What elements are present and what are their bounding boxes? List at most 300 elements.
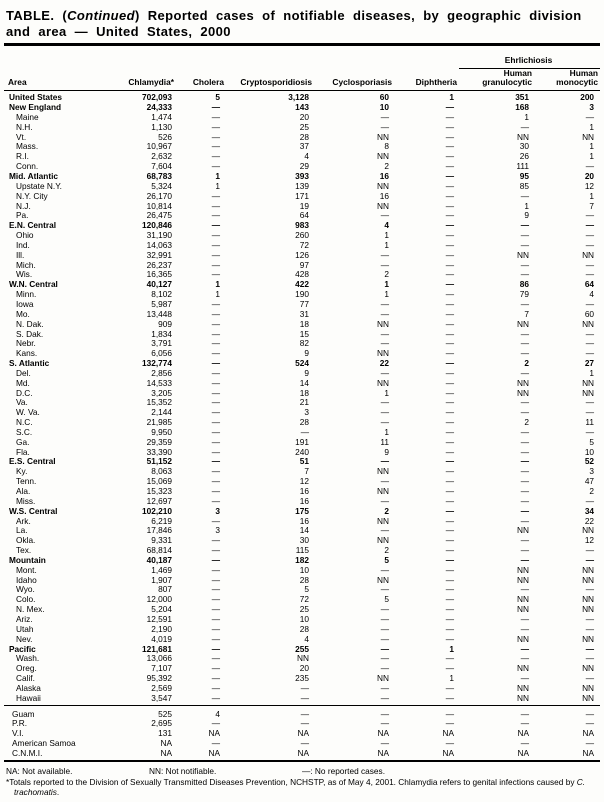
- value-cell: 4,019: [151, 633, 172, 644]
- value-cell: 31,190: [146, 230, 172, 241]
- area-cell: R.I.: [16, 151, 29, 162]
- value-cell: 52: [584, 456, 595, 467]
- area-cell: Ohio: [16, 230, 34, 241]
- value-cell: 8,063: [151, 466, 172, 477]
- table-row: [4, 476, 600, 486]
- value-cell: 97: [299, 259, 309, 270]
- value-cell: —: [211, 269, 220, 280]
- value-cell: 10,814: [146, 200, 172, 211]
- value-cell: —: [211, 299, 220, 309]
- value-cell: 1: [524, 200, 530, 211]
- area-cell: Tex.: [16, 545, 32, 556]
- value-cell: —: [445, 604, 455, 615]
- value-cell: 22: [584, 515, 595, 526]
- value-cell: —: [585, 112, 595, 122]
- value-cell: 12: [299, 476, 309, 487]
- value-cell: 1,130: [151, 122, 172, 132]
- value-cell: —: [300, 708, 309, 719]
- value-cell: —: [520, 614, 530, 624]
- table-row: [4, 516, 600, 526]
- value-cell: NA: [208, 728, 220, 739]
- value-cell: —: [445, 181, 455, 191]
- value-cell: 1: [589, 151, 595, 162]
- value-cell: —: [520, 269, 530, 280]
- value-cell: 40,187: [146, 555, 172, 565]
- value-cell: —: [520, 446, 530, 457]
- value-cell: 16: [299, 515, 309, 526]
- value-cell: NN: [377, 466, 389, 477]
- value-cell: 64: [584, 279, 595, 290]
- table-row: [4, 260, 600, 270]
- value-cell: 10: [584, 446, 595, 457]
- header-chlamydia: Chlamydia*: [120, 68, 176, 90]
- area-cell: S.C.: [16, 427, 33, 437]
- value-cell: —: [520, 466, 530, 477]
- value-cell: —: [445, 594, 455, 605]
- value-cell: —: [520, 122, 530, 132]
- value-cell: 191: [295, 437, 309, 447]
- value-cell: NN: [377, 318, 389, 329]
- value-cell: —: [585, 259, 595, 270]
- title-rule: [4, 43, 600, 46]
- value-cell: —: [380, 565, 389, 575]
- value-cell: —: [445, 328, 455, 339]
- area-cell: Mich.: [16, 259, 36, 270]
- legend-nn: NN: Not notifiable.: [149, 766, 217, 777]
- value-cell: NA: [442, 728, 455, 739]
- table-row: [4, 142, 600, 152]
- value-cell: NN: [517, 663, 530, 674]
- area-cell: Fla.: [16, 446, 30, 457]
- value-cell: —: [445, 220, 455, 231]
- value-cell: 255: [295, 643, 309, 654]
- value-cell: —: [314, 693, 394, 705]
- value-cell: 168: [515, 102, 530, 113]
- value-cell: 7: [304, 466, 309, 477]
- value-cell: —: [445, 122, 455, 132]
- value-cell: 29: [299, 161, 309, 172]
- value-cell: NN: [377, 200, 389, 211]
- value-cell: 29,359: [146, 437, 172, 447]
- value-cell: 28: [299, 574, 309, 585]
- value-cell: —: [211, 259, 220, 270]
- table-row: [4, 191, 600, 201]
- value-cell: 5: [384, 555, 389, 565]
- value-cell: NN: [377, 535, 389, 546]
- value-cell: 2,144: [151, 407, 172, 418]
- table-row: [4, 427, 600, 437]
- value-cell: —: [520, 555, 530, 565]
- value-cell: —: [211, 417, 220, 428]
- value-cell: —: [445, 230, 455, 241]
- value-cell: —: [211, 437, 220, 447]
- table-row: [4, 348, 600, 358]
- area-cell: Iowa: [16, 299, 34, 309]
- value-cell: —: [445, 574, 455, 585]
- area-cell: Mass.: [16, 141, 39, 152]
- value-cell: 235: [295, 673, 309, 684]
- value-cell: 5: [384, 594, 389, 605]
- value-cell: 7,604: [151, 161, 172, 172]
- value-cell: 11: [585, 417, 595, 428]
- value-cell: —: [380, 250, 389, 260]
- value-cell: 1: [524, 112, 530, 122]
- value-cell: 4: [589, 289, 595, 300]
- value-cell: NN: [377, 131, 389, 142]
- value-cell: 115: [295, 545, 309, 556]
- table-row: [4, 748, 600, 761]
- value-cell: —: [585, 407, 595, 418]
- value-cell: —: [445, 102, 455, 113]
- value-cell: 28: [299, 624, 309, 634]
- value-cell: 240: [295, 446, 309, 457]
- value-cell: —: [445, 545, 455, 556]
- value-cell: 4: [215, 708, 220, 719]
- value-cell: —: [445, 171, 455, 182]
- value-cell: 3,128: [288, 92, 309, 103]
- area-cell: Del.: [16, 368, 31, 378]
- value-cell: 28: [299, 417, 309, 428]
- table-row: [4, 644, 600, 654]
- value-cell: —: [520, 624, 530, 634]
- area-cell: E.S. Central: [9, 456, 56, 467]
- area-cell: Va.: [16, 397, 28, 408]
- area-cell: Idaho: [16, 574, 37, 585]
- value-cell: —: [211, 102, 220, 113]
- value-cell: —: [226, 693, 314, 705]
- header-ehrlichiosis-group: Ehrlichiosis: [459, 56, 600, 68]
- value-cell: —: [380, 299, 389, 309]
- value-cell: —: [585, 397, 595, 408]
- area-cell: N.C.: [16, 417, 33, 428]
- value-cell: —: [211, 663, 220, 674]
- value-cell: 17,846: [146, 525, 172, 536]
- value-cell: 30: [519, 141, 530, 152]
- value-cell: 111: [516, 161, 530, 172]
- value-cell: 5,324: [151, 181, 172, 191]
- area-cell: Guam: [12, 708, 35, 719]
- value-cell: 95,392: [146, 673, 172, 684]
- title-suffix: ) Reported cases of notifiable diseases, by geographic division and area — United States, 2000: [6, 8, 582, 39]
- value-cell: 51,152: [146, 456, 172, 467]
- table-row: [4, 506, 600, 516]
- value-cell: NN: [517, 377, 530, 388]
- value-cell: —: [380, 368, 389, 378]
- table-row: [4, 230, 600, 240]
- value-cell: —: [520, 437, 530, 447]
- value-cell: —: [520, 738, 530, 749]
- value-cell: —: [445, 299, 455, 309]
- value-cell: —: [211, 545, 220, 556]
- area-cell: Oreg.: [16, 663, 37, 674]
- value-cell: NN: [377, 348, 389, 359]
- value-cell: 12,000: [146, 594, 172, 605]
- table-row: [4, 270, 600, 280]
- value-cell: —: [211, 161, 220, 172]
- area-cell: Mountain: [9, 555, 46, 565]
- value-cell: —: [445, 240, 455, 250]
- area-cell: Calif.: [16, 673, 35, 684]
- value-cell: NN: [582, 565, 595, 575]
- value-cell: —: [585, 338, 595, 349]
- table-row: [4, 339, 600, 349]
- value-cell: NN: [582, 574, 595, 585]
- value-cell: 1,834: [151, 328, 172, 339]
- area-cell: Mont.: [16, 565, 37, 575]
- table-row: [4, 555, 600, 565]
- value-cell: —: [520, 545, 530, 556]
- value-cell: —: [445, 555, 455, 565]
- table-row: [4, 132, 600, 142]
- area-cell: S. Atlantic: [9, 358, 50, 369]
- value-cell: —: [520, 673, 530, 684]
- table-row: [4, 408, 600, 418]
- area-cell: Ind.: [16, 240, 30, 250]
- value-cell: 3: [589, 102, 595, 113]
- value-cell: —: [211, 476, 220, 487]
- value-cell: 15,323: [146, 486, 172, 497]
- table-row: [4, 358, 600, 368]
- value-cell: —: [445, 505, 455, 516]
- value-cell: 5: [589, 437, 595, 447]
- value-cell: 20: [299, 112, 309, 122]
- table-row: [4, 161, 600, 171]
- value-cell: NN: [582, 131, 595, 142]
- value-cell: 7: [524, 309, 530, 319]
- value-cell: —: [585, 161, 595, 172]
- area-cell: Mid. Atlantic: [9, 171, 59, 182]
- value-cell: 102,210: [142, 505, 172, 516]
- value-cell: 190: [295, 289, 309, 300]
- value-cell: 807: [158, 584, 172, 595]
- value-cell: —: [585, 653, 595, 664]
- value-cell: —: [445, 131, 455, 142]
- table-row: [4, 102, 600, 112]
- value-cell: 2,569: [151, 683, 172, 693]
- value-cell: —: [211, 348, 220, 359]
- value-cell: 4: [384, 220, 389, 231]
- value-cell: 47: [584, 476, 595, 487]
- value-cell: —: [211, 387, 220, 398]
- value-cell: 16: [379, 171, 389, 182]
- value-cell: 1: [384, 279, 389, 290]
- value-cell: 2,856: [151, 368, 172, 378]
- value-cell: 33,390: [146, 446, 172, 457]
- value-cell: 77: [299, 299, 309, 309]
- value-cell: —: [520, 259, 530, 270]
- value-cell: 68,783: [146, 171, 172, 182]
- value-cell: —: [445, 151, 455, 162]
- table-row: [4, 211, 600, 221]
- value-cell: —: [211, 210, 220, 221]
- value-cell: —: [585, 614, 595, 624]
- area-cell: Conn.: [16, 161, 39, 172]
- value-cell: 3: [589, 466, 595, 477]
- value-cell: —: [585, 220, 595, 231]
- value-cell: 702,093: [142, 92, 172, 103]
- table-row: [4, 545, 600, 555]
- value-cell: 5: [215, 92, 220, 103]
- value-cell: 351: [515, 92, 530, 103]
- value-cell: 32,991: [146, 250, 172, 260]
- value-cell: 26,475: [146, 210, 172, 221]
- value-cell: 20: [299, 663, 309, 674]
- table-row: [4, 683, 600, 693]
- legend-na: NA: Not available.: [6, 766, 73, 777]
- value-cell: 12: [584, 181, 595, 191]
- value-cell: 121,681: [142, 643, 172, 654]
- value-cell: —: [445, 633, 455, 644]
- value-cell: 60: [379, 92, 389, 103]
- value-cell: 2: [384, 505, 389, 516]
- value-cell: —: [445, 161, 455, 172]
- area-cell: Tenn.: [16, 476, 37, 487]
- value-cell: 12,697: [146, 496, 172, 506]
- value-cell: —: [445, 417, 455, 428]
- value-cell: NN: [517, 250, 530, 260]
- table-row: [4, 535, 600, 545]
- table-row: [4, 719, 600, 729]
- area-cell: Colo.: [16, 594, 36, 605]
- area-cell: Mo.: [16, 309, 30, 319]
- value-cell: —: [380, 738, 389, 749]
- value-cell: —: [380, 663, 389, 674]
- value-cell: —: [380, 122, 389, 132]
- value-cell: —: [211, 151, 220, 162]
- table-row: [4, 565, 600, 575]
- value-cell: —: [380, 259, 389, 270]
- value-cell: —: [211, 718, 220, 729]
- value-cell: —: [520, 584, 530, 595]
- value-cell: 14,533: [146, 377, 172, 388]
- value-cell: 26: [519, 151, 530, 162]
- value-cell: 15,352: [146, 397, 172, 408]
- value-cell: —: [445, 708, 455, 719]
- area-cell: P.R.: [12, 718, 28, 729]
- value-cell: 1: [449, 92, 455, 103]
- value-cell: 1: [215, 289, 220, 300]
- value-cell: 2,695: [151, 718, 172, 729]
- value-cell: —: [211, 456, 220, 467]
- value-cell: 1: [384, 387, 389, 398]
- value-cell: 6,219: [151, 515, 172, 526]
- value-cell: 9,950: [151, 427, 172, 437]
- value-cell: —: [211, 584, 220, 595]
- value-cell: —: [300, 718, 309, 729]
- value-cell: 1: [384, 289, 389, 300]
- value-cell: —: [380, 584, 389, 595]
- value-cell: —: [211, 309, 220, 319]
- value-cell: 40,127: [146, 279, 172, 290]
- table-row: [4, 693, 600, 705]
- value-cell: 1: [589, 190, 595, 201]
- value-cell: —: [445, 476, 455, 487]
- value-cell: —: [585, 555, 595, 565]
- value-cell: —: [445, 338, 455, 349]
- value-cell: 525: [158, 708, 172, 719]
- value-cell: 132,774: [142, 358, 172, 369]
- value-cell: NN: [377, 515, 389, 526]
- table-row: [4, 250, 600, 260]
- table-row: [4, 486, 600, 496]
- table-row: [4, 240, 600, 250]
- value-cell: 3,791: [151, 338, 172, 349]
- value-cell: 1,469: [151, 565, 172, 575]
- table-row: [4, 595, 600, 605]
- table-row: [4, 201, 600, 211]
- value-cell: NA: [297, 728, 309, 739]
- value-cell: 9: [304, 348, 309, 359]
- value-cell: 120,846: [142, 220, 172, 231]
- table-row: [4, 467, 600, 477]
- value-cell: NN: [582, 594, 595, 605]
- value-cell: NN: [517, 594, 530, 605]
- value-cell: —: [445, 397, 455, 408]
- value-cell: NN: [582, 250, 595, 260]
- value-cell: NN: [582, 387, 595, 398]
- value-cell: —: [211, 338, 220, 349]
- value-cell: —: [211, 318, 220, 329]
- value-cell: —: [211, 407, 220, 418]
- value-cell: —: [520, 328, 530, 339]
- value-cell: —: [211, 328, 220, 339]
- value-cell: 15: [299, 328, 309, 339]
- area-cell: Nev.: [16, 633, 33, 644]
- value-cell: —: [585, 584, 595, 595]
- value-cell: 68,814: [146, 545, 172, 556]
- value-cell: —: [211, 190, 220, 201]
- area-cell: Ga.: [16, 437, 30, 447]
- value-cell: —: [380, 309, 389, 319]
- value-cell: —: [520, 708, 530, 719]
- value-cell: —: [445, 496, 455, 506]
- value-cell: —: [211, 397, 220, 408]
- value-cell: —: [445, 112, 455, 122]
- value-cell: —: [380, 328, 389, 339]
- table-row: [4, 614, 600, 624]
- value-cell: 2: [384, 269, 389, 280]
- value-cell: —: [211, 220, 220, 231]
- value-cell: —: [380, 397, 389, 408]
- value-cell: 1: [384, 230, 389, 241]
- value-cell: NN: [582, 318, 595, 329]
- value-cell: —: [585, 673, 595, 684]
- value-cell: —: [445, 190, 455, 201]
- value-cell: —: [445, 718, 455, 729]
- value-cell: —: [520, 240, 530, 250]
- table-row: [4, 738, 600, 748]
- value-cell: —: [520, 397, 530, 408]
- value-cell: 82: [299, 338, 309, 349]
- value-cell: —: [445, 427, 455, 437]
- value-cell: —: [211, 604, 220, 615]
- value-cell: NN: [582, 377, 595, 388]
- value-cell: —: [520, 535, 530, 546]
- table-row: [4, 634, 600, 644]
- value-cell: 1: [589, 122, 595, 132]
- value-cell: —: [520, 486, 530, 497]
- value-cell: —: [211, 466, 220, 477]
- value-cell: 10: [379, 102, 389, 113]
- value-cell: 72: [299, 240, 309, 250]
- area-cell: W.N. Central: [9, 279, 58, 290]
- area-cell: C.N.M.I.: [4, 748, 120, 761]
- value-cell: NN: [377, 181, 389, 191]
- table-row: [4, 378, 600, 388]
- value-cell: 182: [295, 555, 309, 565]
- area-cell: Ark.: [16, 515, 31, 526]
- value-cell: —: [520, 643, 530, 654]
